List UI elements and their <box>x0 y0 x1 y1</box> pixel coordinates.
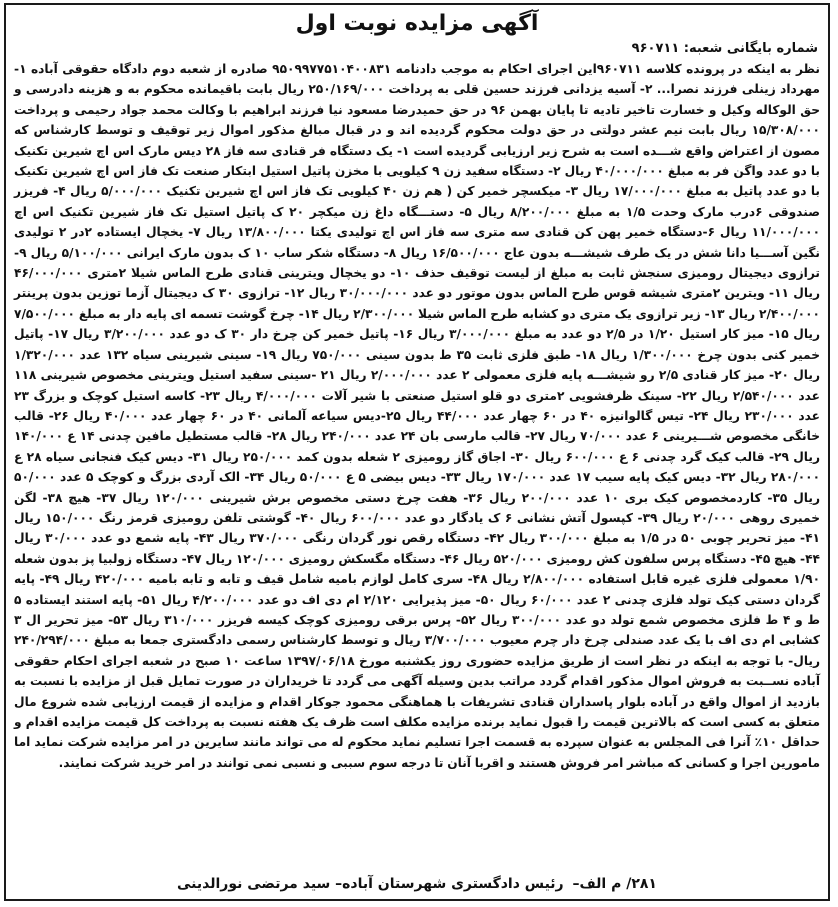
archive-number: شماره بایگانی شعبه: ۹۶۰۷۱۱ <box>631 41 818 56</box>
notice-title: آگهی مزایده نوبت اول <box>295 11 539 36</box>
auction-notice <box>4 3 830 901</box>
notice-body: نظر به اینکه در پرونده کلاسه ۹۶۰۷۱۱این اجرای احکام به موجب دادنامه ۹۵۰۹۹۷۷۵۱۰۴۰۰۸۳۱ صادره از شعبه دوم دادگاه حقوقی آباده ۱- مهرداد زینلی فرزند نصرا... ۲- آسیه یزدانی فرزند حسین قلی به پرداخت ۲۵۰/۱۶۹/۰۰۰ ریال بابت باقیمانده محکوم به و هزینه دادرسی و حق الوکاله وکیل و خسارت تاخیر تادیه تا پایان بهمن ۹۶ در حق حمیدرضا مسعود نیا فرزند ابراهیم با وکالت محمد جواد رحیمی و پرداخت ۱۵/۳۰۸/۰۰۰ ریال بابت نیم عشر دولتی در حق دولت محکوم گردیده اند و در قبال مبالغ مذکور اموال زیر توقیف و توسط کارشناس که مصون از اعتراض واقع شـــده است به شرح زیر ارزیابی گردیده است ۱- یک دستگاه فر قنادی سه فاز ۲۸ دیس مارک اس اچ شیرین تکنیک با دو عدد واگن فر به مبلغ ۴۰/۰۰۰/۰۰۰ ریال ۲- دستگاه سفید زن ۹ کیلویی با مخزن پاتیل استیل ابتکار صنعت تک فاز اس اچ شیرین تکنیک با دو عدد پاتیل به مبلغ ۱۷/۰۰۰/۰۰۰ ریال ۳- میکسچر خمیر کن ( هم زن ۴۰ کیلویی تک فاز اس اچ شیرین تکنیک ۵/۰۰۰/۰۰۰ ریال ۴- فریزر صندوقی ۶درب مارک وحدت ۱/۵ به مبلغ ۸/۲۰۰/۰۰۰ ریال ۵- دستـــگاه داغ زن میکچر ۲۰ ک پاتیل استیل تک فاز شیرین تکنیک اس اچ ۱۱/۰۰۰/۰۰۰ ریال ۶-دستگاه خمیر پهن کن قنادی سه متری سه فاز اس اچ تولیدی یکتا ۱۳/۸۰۰/۰۰۰ ریال ۷- یخچال ایستاده ۲در ۲ تولیدی نگین آســـیا دانا شش در یک طرف شیشـــه بدون عاج ۱۶/۵۰۰/۰۰۰ ریال ۸- دستگاه شکر ساب ۱۰ ک بدون مارک ایرانی ۵/۱۰۰/۰۰۰ ریال ۹- ترازوی دیجیتال رومیزی سنجش ثابت به مبلغ از لیست توقیف حذف ۱۰- دو یخچال ویترینی قنادی طرح الماس شیلا ۲متری ۴۶/۰۰۰/۰۰۰ ریال ۱۱- ویترین ۲متری شیشه قوس طرح الماس بدون موتور دو عدد ۳۰/۰۰۰/۰۰۰ ریال ۱۲- ترازوی ۳۰ ک دیجیتال آزما توزین بدون پرینتر ۲/۴۰۰/۰۰۰ ریال ۱۳- زیر ترازوی یک متری دو کشابه طرح الماس شیلا ۲/۳۰۰/۰۰۰ ریال ۱۴- چرخ گوشت تسمه ای پایه دار به مبلغ ۷/۵۰۰/۰۰۰ ریال ۱۵- میز کار استیل ۱/۲۰ در ۲/۵ دو عدد به مبلغ ۳/۰۰۰/۰۰۰ ریال ۱۶- پاتیل خمیر کن چرخ دار ۳۰ ک دو عدد ۳/۲۰۰/۰۰۰ ریال ۱۷- پاتیل خمیر کنی بدون چرخ ۱/۳۰۰/۰۰۰ ریال ۱۸- طبق فلزی ثابت ۳۵ ط بدون سینی ۷۵۰/۰۰۰ ریال ۱۹- سینی شیرینی سیاه ۱۳۲ عدد ۱/۳۲۰/۰۰۰ ریال ۲۰- میز کار قنادی ۲/۵ رو شیشـــه پایه فلزی معمولی ۲ عدد ۲/۰۰۰/۰۰۰ ریال ۲۱ -سینی سفید استیل ویترینی مخصوص شیرینی ۱۱۸ عدد ۲/۵۴۰/۰۰۰ ریال ۲۲- سینک ظرفشویی ۲متری دو قلو استیل صنعتی با شیر آلات ۴/۰۰۰/۰۰۰ ریال ۲۳- کاسه استیل کوچک و بزرگ ۲۳ عدد ۲۳۰/۰۰۰ ریال ۲۴- تیس گالوانیزه ۴۰ در ۶۰ چهار عدد ۴۴/۰۰۰ ریال ۲۵-دیس سیاعه آلمانی ۴۰ در ۶۰ چهار عدد ۴۰/۰۰۰ ریال ۲۶- قالب خانگی مخصوص شـــیرینی ۶ عدد ۷۰/۰۰۰ ریال ۲۷- قالب مارسی بان ۲۴ عدد ۲۴۰/۰۰۰ ریال ۲۸- قالب مستطیل مافین چدنی ۱۴ ع ۱۴۰/۰۰۰ ریال ۲۹- قالب کیک گرد چدنی ۶ ع ۶۰۰/۰۰۰ ریال ۳۰- اجاق گاز رومیزی ۲ شعله بدون کمد ۲۵۰/۰۰۰ ریال ۳۱- دیس کیک فنجانی سیاه ۲۸ ع ۲۸۰/۰۰۰ ریال ۳۲- دیس کیک پایه سیب ۱۷ عدد ۱۷۰/۰۰۰ ریال ۳۳- دیس بیضی ۵ ع ۵۰/۰۰۰ ریال ۳۴- الک آردی بزرگ و کوچک ۵ عدد ۵۰/۰۰۰ ریال ۳۵- کاردمخصوص کیک بری ۱۰ عدد ۲۰۰/۰۰۰ ریال ۳۶- هفت چرخ دستی مخصوص برش شیرینی ۱۲۰/۰۰۰ ریال ۳۷- هیچ ۳۸- لگن خمیری روهی ۲۰/۰۰۰ ریال ۳۹- کپسول آتش نشانی ۶ ک یادگار دو عدد ۶۰۰/۰۰۰ ریال ۴۰- گوشتی تلفن رومیزی قرمز رنگ ۱۵۰/۰۰۰ ریال ۴۱- میز تحریر چوبی ۵۰ در ۱/۵ به مبلغ ۳۰۰/۰۰۰ ریال ۴۲- دستگاه رقص نور گردان رنگی ۳۷۰/۰۰۰ ریال ۴۳- پایه شمع دو عدد ۳۰/۰۰۰ ریال ۴۴- هیچ ۴۵- دستگاه پرس سلفون کش رومیزی ۵۲۰/۰۰۰ ریال ۴۶- دستگاه مگسکش رومیزی ۱۲۰/۰۰۰ ریال ۴۷- دستگاه زولبیا پز بدون شعله ۱/۹۰ معمولی فلزی غیره قابل استفاده ۲/۸۰۰/۰۰۰ ریال ۴۸- سری کامل لوازم بامیه شامل قیف و تابه و تابه بامیه ۴۲۰/۰۰۰ ریال ۴۹- پایه گردان دستی کیک تولد فلزی چدنی ۲ عدد ۶۰/۰۰۰ ریال ۵۰- میز پذیرایی ۲/۱۲۰ ام دی اف دو عدد ۴/۲۰۰/۰۰۰ ریال ۵۱- پایه استند ایستاده ۵ ط و ۴ ط فلزی مخصوص شمع تولد دو عدد ۳۰۰/۰۰۰ ریال ۵۲- پرس برقی رومیزی کوچک کیسه فریزر ۳۱۰/۰۰۰ ریال ۵۳- میز تحریر ال ۳ کشابی ام دی اف با یک عدد صندلی چرخ دار چرم معیوب ۳/۷۰۰/۰۰۰ ریال و توسط کارشناس رسمی دادگستری جمعا به مبلغ ۲۴۰/۲۹۴/۰۰۰ ریال- با توجه به اینکه در نظر است از طریق مزایده حضوری روز یکشنبه مورخ ۱۳۹۷/۰۶/۱۸ ساعت ۱۰ صبح در شعبه اجرای احکام حقوقی آباده نســبت به فروش اموال مذکور اقدام گردد مراتب بدین وسیله آگهی می گردد تا خریداران در صورت تمایل قبل از مزایده با نسبت به بازدید از اموال واقع در آباده بلوار پاسداران قنادی تشریفات با هماهنگی محمود جوکار اقدام و مزایده از قیمت ارزیابی شده شروع مال متعلق به کسی است که بالاترین قیمت را قبول نماید برنده مزایده مکلف است ظرف یک هفته نسبت به پرداخت کل قیمت مزایده اقدام و حداقل ۱۰٪ آنرا فی المجلس به عنوان سپرده به قسمت اجرا تسلیم نماید محکوم له می تواند مانند سایرین در امر مزایده شرکت نماید اما مامورین اجرا و کسانی که مباشر امر فروش هستند و اقربا آنان تا درجه سوم سببی و نسبی نمی توانند در امر خرید شرکت نمایند. <box>14 62 821 770</box>
footer-code: ۲۸۱/ م الف– <box>572 876 657 892</box>
notice-footer <box>6 875 828 893</box>
footer-signer: رئیس دادگستری شهرستان آباده– سید مرتضی نورالدینی <box>177 876 564 892</box>
